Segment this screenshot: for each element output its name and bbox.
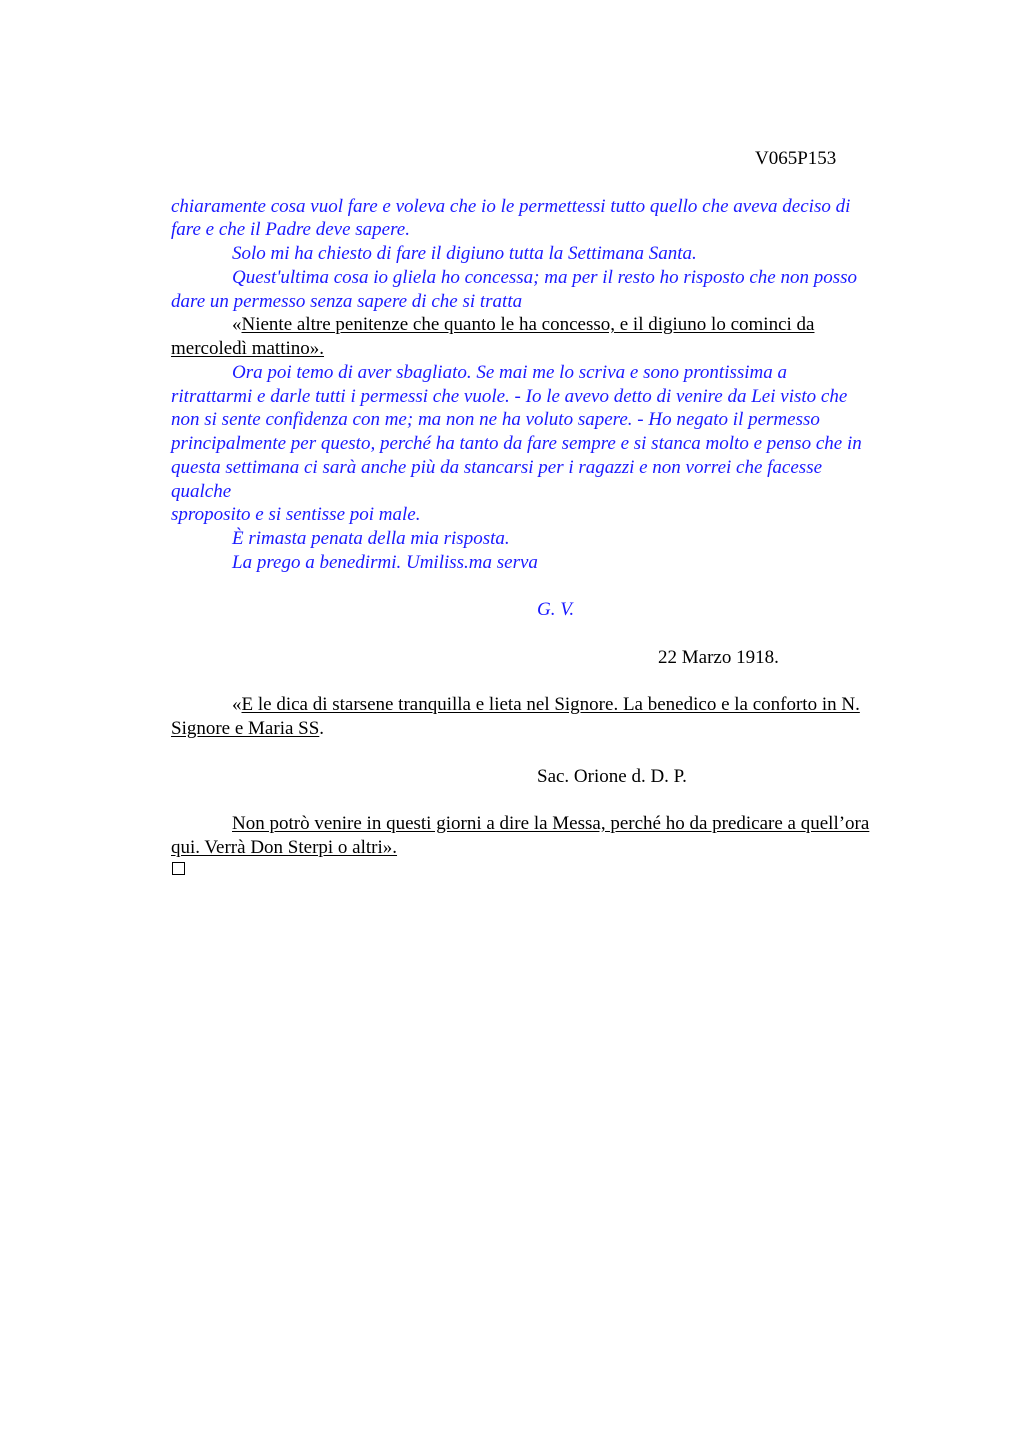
letter-line: principalmente per questo, perché ha tanto da fare sempre e si stanca molto e penso che in [171,433,862,454]
letter-line: Solo mi ha chiesto di fare il digiuno tutta la Settimana Santa. [232,243,697,264]
letter-line: È rimasta penata della mia risposta. [232,528,510,549]
letter-line: non si sente confidenza con me; ma non ne ha voluto sapere. - Ho negato il permesso [171,409,820,430]
letter-line: ritrattarmi e darle tutti i permessi che vuole. - Io le avevo detto di venire da Lei visto che [171,386,848,407]
response-text: E le dica di starsene tranquilla e lieta nel Signore. La benedico e la conforto in N. [241,694,860,715]
response-line [171,717,324,741]
letter-line: Quest'ultima cosa io gliela ho concessa; ma per il resto ho risposto che non posso [232,267,858,288]
letter-line: fare e che il Padre deve sapere. [171,219,410,240]
postscript-line: qui. Verrà Don Sterpi o altri». [171,837,398,858]
page-code: V065P153 [755,148,837,169]
letter-line: sproposito e si sentisse poi male. [171,504,421,525]
postscript-line: Non potrò venire in questi giorni a dire la Messa, perché ho da predicare a quell’ora [232,813,870,834]
letter-line: qualche [171,481,232,502]
response-text-end: . [319,718,325,739]
letter-line: dare un permesso senza sapere di che si tratta [171,291,523,312]
reply-note-text: Niente altre penitenze che quanto le ha concesso, e il digiuno lo cominci da [241,314,815,335]
open-quote: « [232,314,242,335]
reply-note-line [232,313,814,337]
response-text: Signore e Maria SS [171,718,320,739]
response-line [232,693,860,717]
response-date: 22 Marzo 1918. [658,647,779,668]
reply-note-line: mercoledì mattino». [171,338,325,359]
checkbox-glyph-icon [172,862,185,875]
letter-signature: G. V. [537,599,575,620]
letter-line: questa settimana ci sarà anche più da stancarsi per i ragazzi e non vorrei che facesse [171,457,823,478]
letter-line: Ora poi temo di aver sbagliato. Se mai me lo scriva e sono prontissima a [232,362,788,383]
letter-line: La prego a benedirmi. Umiliss.ma serva [232,552,538,573]
response-signature: Sac. Orione d. D. P. [537,766,687,787]
letter-line: chiaramente cosa vuol fare e voleva che io le permettessi tutto quello che aveva deciso di [171,196,851,217]
open-quote: « [232,694,242,715]
